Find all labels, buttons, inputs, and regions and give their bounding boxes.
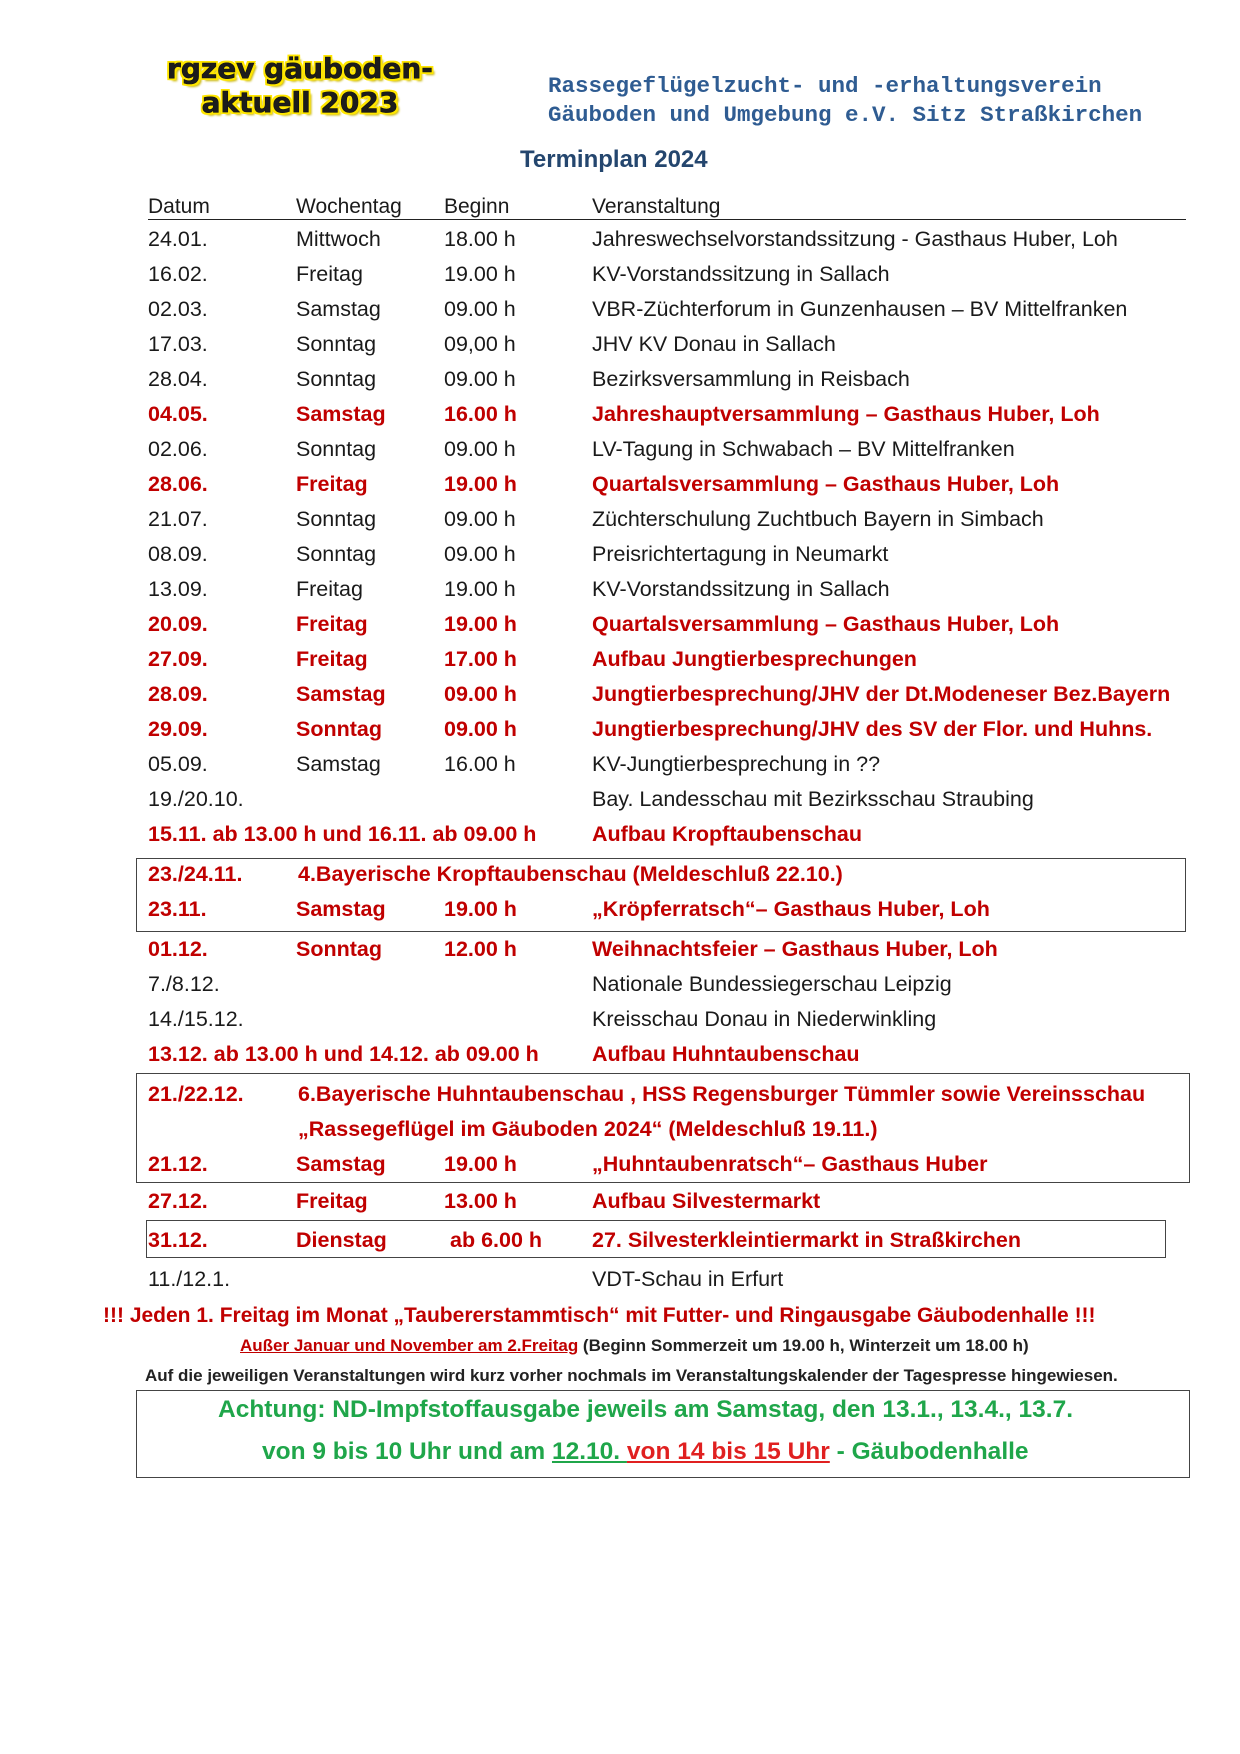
event-datum: 13.09. [148,577,208,601]
event-datum: 23./24.11. [148,862,243,886]
event-veranstaltung: Jahreshauptversammlung – Gasthaus Huber, Loh [592,402,1100,426]
event-veranstaltung: Quartalsversammlung – Gasthaus Huber, Loh [592,612,1060,636]
event-row [0,432,1240,466]
header-veranstaltung: Veranstaltung [592,195,721,218]
event-veranstaltung: „Kröpferratsch“– Gasthaus Huber, Loh [592,897,990,921]
event-wochentag: Sonntag [296,507,377,531]
event-beginn: 09.00 h [444,297,516,321]
event-datum: 04.05. [148,402,208,426]
event-row [0,572,1240,606]
event-row [0,1223,1240,1257]
event-beginn: 17.00 h [444,647,517,671]
ausser-notice [240,1336,1029,1356]
event-row [0,1037,1240,1071]
achtung-text-a: von 9 bis 10 Uhr und am [262,1438,552,1465]
event-row [0,467,1240,501]
event-wochentag: Samstag [296,682,386,706]
event-row [0,677,1240,711]
event-row [0,1002,1240,1036]
event-veranstaltung: Preisrichtertagung in Neumarkt [592,542,889,566]
event-beginn: ab 6.00 h [450,1228,543,1252]
achtung-line-2 [262,1438,1029,1466]
event-veranstaltung: „Huhntaubenratsch“– Gasthaus Huber [592,1152,988,1176]
event-datum: 13.12. ab 13.00 h und 14.12. ab 09.00 h [148,1042,539,1066]
event-datum: 15.11. ab 13.00 h und 16.11. ab 09.00 h [148,822,537,846]
event-wochentag: 6.Bayerische Huhntaubenschau , HSS Regensburger Tümmler sowie Vereinsschau [298,1082,1146,1106]
event-datum: 05.09. [148,752,208,776]
event-row [0,292,1240,326]
event-row [0,397,1240,431]
event-wochentag: Samstag [296,402,386,426]
event-veranstaltung: Kreisschau Donau in Niederwinkling [592,1007,937,1031]
event-wochentag: Dienstag [296,1228,387,1252]
logo [150,52,450,120]
event-wochentag: Sonntag [296,437,377,461]
event-beginn: 18.00 h [444,227,516,251]
event-row [0,967,1240,1001]
event-veranstaltung: 27. Silvesterkleintiermarkt in Straßkirchen [592,1228,1022,1252]
event-row [0,607,1240,641]
event-veranstaltung: VBR-Züchterforum in Gunzenhausen – BV Mittelfranken [592,297,1128,321]
event-row [0,537,1240,571]
header-beginn: Beginn [444,195,510,218]
event-beginn: 09,00 h [444,332,516,356]
event-datum: 27.12. [148,1189,208,1213]
event-veranstaltung: KV-Jungtierbesprechung in ?? [592,752,881,776]
event-row [0,327,1240,361]
page-title: Terminplan 2024 [520,146,708,173]
event-row [0,502,1240,536]
event-datum: 19./20.10. [148,787,244,811]
presse-notice: Auf die jeweiligen Veranstaltungen wird kurz vorher nochmals im Veranstaltungskalender der Tagespresse hingewiesen. [145,1366,1118,1385]
event-wochentag: Sonntag [296,367,377,391]
event-beginn: 19.00 h [444,1152,517,1176]
event-datum: 29.09. [148,717,208,741]
event-datum: 11./12.1. [148,1267,231,1291]
event-row [0,362,1240,396]
event-veranstaltung: Weihnachtsfeier – Gasthaus Huber, Loh [592,937,998,961]
event-veranstaltung: Aufbau Huhntaubenschau [592,1042,860,1066]
event-wochentag: Samstag [296,1152,386,1176]
event-veranstaltung: Züchterschulung Zuchtbuch Bayern in Simbach [592,507,1044,531]
event-wochentag: Sonntag [296,717,382,741]
event-row [0,712,1240,746]
event-beginn: 12.00 h [444,937,517,961]
header-wochentag: Wochentag [296,195,402,218]
event-wochentag: Freitag [296,647,368,671]
event-wochentag: Samstag [296,752,381,776]
event-row [0,1112,1240,1146]
event-wochentag: Mittwoch [296,227,381,251]
event-datum: 28.04. [148,367,208,391]
event-wochentag: Sonntag [296,937,382,961]
event-datum: 24.01. [148,227,208,251]
event-row [0,257,1240,291]
event-row [0,1077,1240,1111]
zeiten-text: (Beginn Sommerzeit um 19.00 h, Winterzeit um 18.00 h) [578,1336,1029,1355]
event-beginn: 09.00 h [444,507,516,531]
event-veranstaltung: KV-Vorstandssitzung in Sallach [592,262,890,286]
event-veranstaltung: Aufbau Silvestermarkt [592,1189,821,1213]
event-wochentag: Samstag [296,897,386,921]
event-wochentag: Samstag [296,297,381,321]
event-beginn: 19.00 h [444,472,517,496]
club-name [548,72,1142,130]
event-datum: 31.12. [148,1228,208,1252]
event-datum: 08.09. [148,542,208,566]
event-veranstaltung: Nationale Bundessiegerschau Leipzig [592,972,952,996]
event-row [0,1262,1240,1296]
event-beginn: 16.00 h [444,402,517,426]
event-beginn: 19.00 h [444,612,517,636]
event-wochentag: Sonntag [296,542,377,566]
event-wochentag: 4.Bayerische Kropftaubenschau (Meldeschluß 22.10.) [298,862,843,886]
event-wochentag: Freitag [296,577,363,601]
event-datum: 21./22.12. [148,1082,244,1106]
ausser-text: Außer Januar und November am 2.Freitag [240,1336,579,1355]
event-wochentag: Freitag [296,262,363,286]
event-beginn: 13.00 h [444,1189,517,1213]
event-row [0,857,1240,891]
event-row [0,642,1240,676]
event-datum: 01.12. [148,937,208,961]
event-beginn: 09.00 h [444,682,517,706]
event-row [0,1147,1240,1181]
event-datum: 27.09. [148,647,208,671]
event-row [0,782,1240,816]
event-datum: 16.02. [148,262,208,286]
achtung-place: - Gäubodenhalle [829,1438,1029,1465]
club-name-line-2: Gäuboden und Umgebung e.V. Sitz Straßkirchen [548,102,1143,128]
achtung-line-1: Achtung: ND-Impfstoffausgabe jeweils am Samstag, den 13.1., 13.4., 13.7. [218,1396,1074,1423]
event-row [0,932,1240,966]
event-wochentag: Freitag [296,472,368,496]
event-beginn: 09.00 h [444,367,516,391]
event-row [0,747,1240,781]
event-wochentag: „Rassegeflügel im Gäuboden 2024“ (Meldeschluß 19.11.) [298,1117,878,1141]
event-wochentag: Sonntag [296,332,377,356]
event-datum: 20.09. [148,612,208,636]
event-veranstaltung: Jahreswechselvorstandssitzung - Gasthaus Huber, Loh [592,227,1118,251]
event-beginn: 19.00 h [444,577,516,601]
event-datum: 02.06. [148,437,208,461]
event-wochentag: Freitag [296,612,368,636]
event-veranstaltung: Aufbau Jungtierbesprechungen [592,647,917,671]
event-beginn: 09.00 h [444,437,516,461]
club-name-line-1: Rassegeflügelzucht- und -erhaltungsverein [548,73,1102,99]
event-datum: 02.03. [148,297,208,321]
event-datum: 28.09. [148,682,208,706]
event-beginn: 09.00 h [444,717,517,741]
header-divider [148,219,1186,220]
event-beginn: 19.00 h [444,262,516,286]
achtung-time: von 14 bis 15 Uhr [626,1438,830,1465]
event-veranstaltung: Jungtierbesprechung/JHV der Dt.Modeneser Bez.Bayern [592,682,1171,706]
event-datum: 7./8.12. [148,972,220,996]
event-beginn: 19.00 h [444,897,517,921]
event-veranstaltung: Bay. Landesschau mit Bezirksschau Straubing [592,787,1034,811]
event-row [0,222,1240,256]
event-beginn: 16.00 h [444,752,516,776]
logo-line-2: aktuell 2023 [201,86,399,119]
event-row [0,892,1240,926]
achtung-date: 12.10. [551,1438,627,1465]
event-veranstaltung: Quartalsversammlung – Gasthaus Huber, Loh [592,472,1060,496]
event-veranstaltung: Aufbau Kropftaubenschau [592,822,862,846]
event-veranstaltung: VDT-Schau in Erfurt [592,1267,784,1291]
event-datum: 21.07. [148,507,208,531]
event-datum: 21.12. [148,1152,208,1176]
event-wochentag: Freitag [296,1189,368,1213]
event-veranstaltung: KV-Vorstandssitzung in Sallach [592,577,890,601]
event-datum: 28.06. [148,472,208,496]
event-datum: 23.11. [148,897,207,921]
stammtisch-notice: !!! Jeden 1. Freitag im Monat „Taubererstammtisch“ mit Futter- und Ringausgabe Gäubodenhalle !!! [103,1304,1096,1327]
event-row [0,817,1240,851]
event-veranstaltung: Jungtierbesprechung/JHV des SV der Flor. und Huhns. [592,717,1153,741]
header-datum: Datum [148,195,210,218]
event-datum: 17.03. [148,332,208,356]
event-veranstaltung: Bezirksversammlung in Reisbach [592,367,910,391]
event-veranstaltung: JHV KV Donau in Sallach [592,332,836,356]
event-beginn: 09.00 h [444,542,516,566]
event-datum: 14./15.12. [148,1007,244,1031]
logo-line-1: rgzev gäuboden- [167,52,433,85]
event-veranstaltung: LV-Tagung in Schwabach – BV Mittelfranken [592,437,1015,461]
event-row [0,1184,1240,1218]
